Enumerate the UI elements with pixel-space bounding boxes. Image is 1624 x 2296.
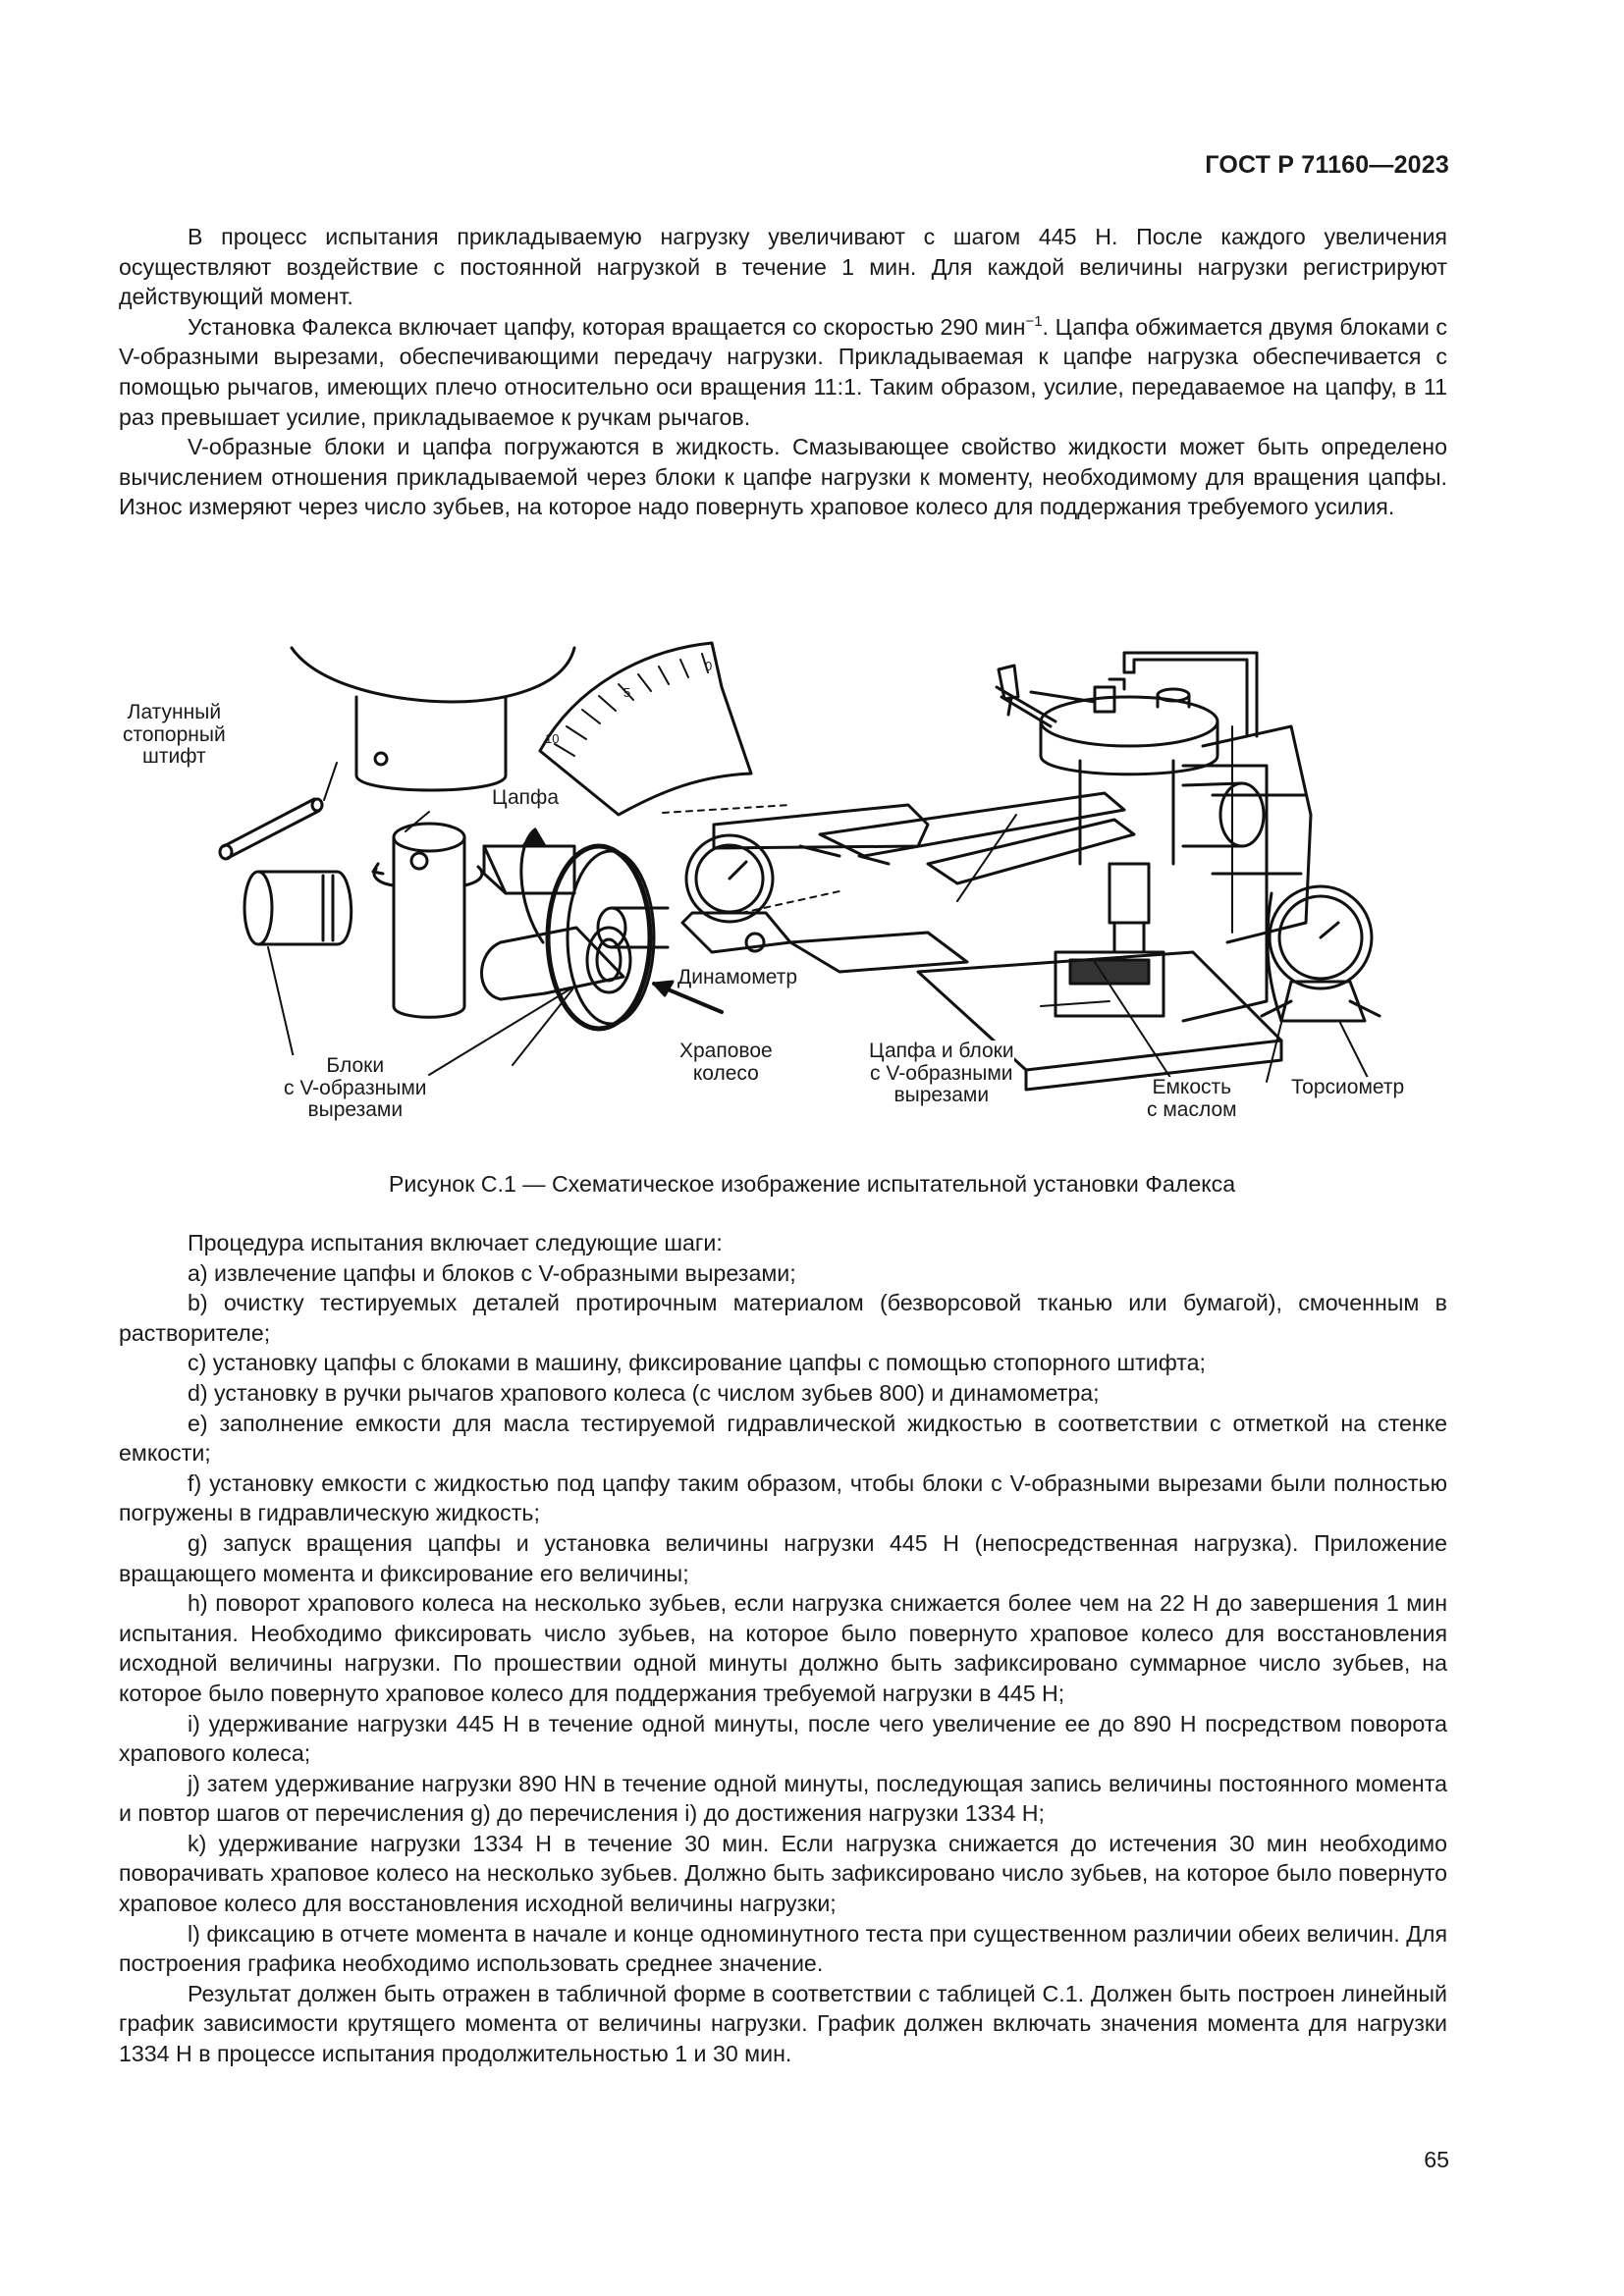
procedure-step-l: l) фиксацию в отчете момента в начале и конце одноминутного теста при существенном различии обеих величин. Для построения графика необходимо использовать среднее значение. bbox=[119, 1920, 1447, 1977]
scale-tick-10: 10 bbox=[545, 731, 560, 746]
procedure-step-a: a) извлечение цапфы и блоков с V-образными вырезами; bbox=[188, 1259, 796, 1286]
scale-tick-0: 0 bbox=[705, 659, 713, 673]
procedure-step-h: h) поворот храпового колеса на несколько зубьев, если нагрузка снижается более чем на 22 Н до завершения 1 мин испытания. Необходимо фиксировать число зубьев, на которое было повернуто храповое колесо для восстановления исходной величины нагрузки. По прошествии одной минуты должно быть зафиксировано суммарное число зубьев, на которое было повернуто храповое колесо для поддержания требуемой нагрузки в 445 Н; bbox=[119, 1590, 1447, 1706]
intro-paragraph-3: V-образные блоки и цапфа погружаются в жидкость. Смазывающее свойство жидкости может быть определено вычислением отношения прикладываемой через блоки к цапфе нагрузки к моменту, необходимому для вращения цапфы. Износ измеряют через число зубьев, на которое надо повернуть храповое колесо для поддержания требуемого усилия. bbox=[119, 434, 1447, 520]
v-block-left-drawing bbox=[244, 872, 352, 944]
ratchet-label: Храповое колесо bbox=[679, 1040, 773, 1085]
intro-text bbox=[119, 222, 1447, 522]
journal-blocks-label: Цапфа и блоки с V-образными вырезами bbox=[869, 1040, 1014, 1106]
figure-caption: Рисунок С.1 — Схематическое изображение испытательной установки Фалекса bbox=[388, 1171, 1236, 1197]
brass-pin-drawing bbox=[220, 799, 322, 859]
procedure-step-b: b) очистку тестируемых деталей протирочным материалом (безворсовой тканью или бумагой), смоченным в растворителе; bbox=[119, 1290, 1447, 1346]
torque-meter-drawing bbox=[1262, 886, 1380, 1021]
procedure-step-d: d) установку в ручки рычагов храпового колеса (с числом зубьев 800) и динамометра; bbox=[188, 1379, 1100, 1406]
page-number: 65 bbox=[1424, 2147, 1449, 2172]
procedure-step-k: k) удерживание нагрузки 1334 Н в течение 30 мин. Если нагрузка снижается до истечения 30 мин необходимо поворачивать храповое колесо на несколько зубьев. Должно быть зафиксировано число зубьев, на которое было повернуто храповое колесо для восстановления исходной величины нагрузки; bbox=[119, 1830, 1447, 1917]
scale-sector-drawing bbox=[540, 643, 751, 815]
procedure-step-e: e) заполнение емкости для масла тестируемой гидравлической жидкостью в соответствии с отметкой на стенке емкости; bbox=[119, 1410, 1447, 1467]
vblocks-label: Блоки с V-образными вырезами bbox=[284, 1054, 427, 1121]
procedure-intro: Процедура испытания включает следующие шаги: bbox=[188, 1230, 723, 1255]
journal-label: Цапфа bbox=[492, 786, 560, 809]
intro-paragraph-1: В процесс испытания прикладываемую нагрузку увеличивают с шагом 445 Н. После каждого увеличения осуществляют воздействие с постоянной нагрузкой в течение 1 мин. Для каждой величины нагрузки регистрируют действующий момент. bbox=[119, 224, 1447, 310]
torque-meter-label: Торсиометр bbox=[1291, 1076, 1405, 1098]
falex-figure bbox=[113, 628, 1448, 1148]
procedure-text bbox=[119, 1228, 1447, 2069]
document-number: ГОСТ Р 71160—2023 bbox=[1205, 151, 1449, 179]
procedure-step-j: j) затем удерживание нагрузки 890 HN в течение одной минуты, последующая запись величины постоянного момента и повтор шагов от перечисления g) до перечисления i) до достижения нагрузки 1334 Н; bbox=[119, 1770, 1447, 1827]
rotation-speed-text: Установка Фалекса включает цапфу, которая вращается со скоростью 290 мин bbox=[188, 313, 1026, 340]
pin-label: Латунный стопорный штифт bbox=[123, 701, 226, 768]
procedure-step-f: f) установку емкости с жидкостью под цапфу таким образом, чтобы блоки с V-образными вырезами были полностью погружены в гидравлическую жидкость; bbox=[119, 1469, 1447, 1526]
procedure-result: Результат должен быть отражен в табличной форме в соответствии с таблицей С.1. Должен быть построен линейный график зависимости крутящего момента от величины нагрузки. График должен включать значения момента для нагрузки 1334 Н в процессе испытания продолжительностью 1 и 30 мин. bbox=[119, 1980, 1447, 2067]
dynamometer-drawing bbox=[682, 835, 790, 952]
ratchet-wheel-drawing bbox=[548, 846, 668, 1029]
procedure-step-c: c) установку цапфы с блоками в машину, фиксирование цапфы с помощью стопорного штифта; bbox=[188, 1350, 1206, 1376]
dynamometer-label: Динамометр bbox=[677, 966, 798, 988]
procedure-step-g: g) запуск вращения цапфы и установка величины нагрузки 445 Н (непосредственная нагрузка). Приложение вращающего момента и фиксирование его величины; bbox=[119, 1529, 1447, 1586]
intro-paragraph-2 bbox=[119, 312, 1447, 432]
scale-tick-5: 5 bbox=[623, 685, 631, 700]
journal-drawing bbox=[373, 824, 482, 1017]
procedure-step-i: i) удерживание нагрузки 445 Н в течение одной минуты, после чего увеличение ее до 890 Н посредством поворота храпового колеса; bbox=[119, 1710, 1447, 1767]
journal-description-text: . Цапфа обжимается двумя блоками с V-образными вырезами, обеспечивающими передачу нагрузки. Прикладываемая к цапфе нагрузка обеспечивается с помощью рычагов, имеющих плечо относительно оси вращения 11:1. Таким образом, усилие, передаваемое на цапфу, в 11 раз превышает усилие, прикладываемое к ручкам рычагов. bbox=[119, 313, 1447, 430]
oil-cup-label: Емкость с маслом bbox=[1147, 1076, 1237, 1121]
unit-exponent: −1 bbox=[1025, 312, 1043, 330]
